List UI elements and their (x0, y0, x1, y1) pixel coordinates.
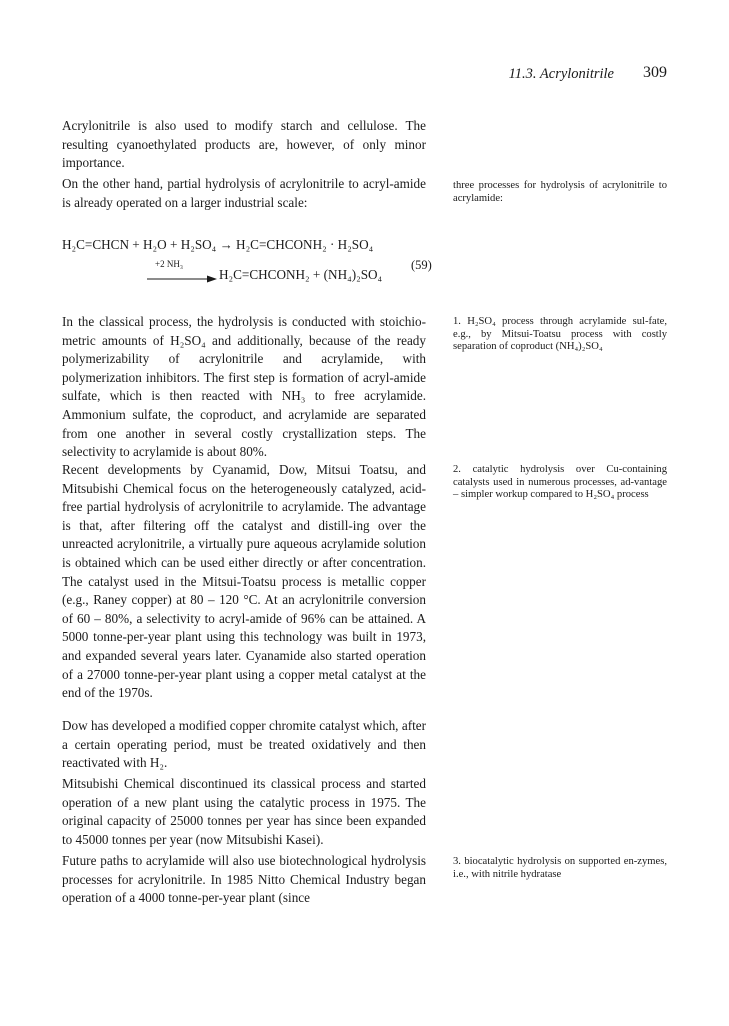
arrow-label: +2 NH₃ (155, 259, 183, 269)
margin-note-text: 1. H₂SO₄ process through acrylamide sul-fate, e.g., by Mitsui-Toatsu process with costly separation of coproduct (NH₄)₂SO₄ (453, 316, 667, 353)
page-header (0, 66, 729, 86)
paragraph-dow (62, 717, 426, 773)
paragraph-text: Dow has developed a modified copper chromite catalyst which, after a certain operating period, must be treated oxidatively and then reactivated with H₂. (62, 718, 426, 771)
margin-note-text: three processes for hydrolysis of acrylonitrile to acrylamide: (453, 180, 667, 204)
right-arrow-icon (147, 275, 217, 283)
paragraph-starch-cellulose (62, 117, 426, 173)
equation-line-2: H₂C=CHCONH₂ + (NH₄)₂SO₄ (219, 267, 383, 282)
margin-note-2 (453, 464, 667, 502)
margin-note-text: 2. catalytic hydrolysis over Cu-containing catalysts used in numerous processes, ad-vantage – simpler workup compared to H₂SO₄ process (453, 464, 667, 501)
paragraph-partial-hydrolysis (62, 175, 426, 212)
paragraph-classical-process (62, 313, 426, 462)
equation-number: (59) (411, 258, 432, 272)
paragraph-text: Recent developments by Cyanamid, Dow, Mitsui Toatsu, and Mitsubishi Chemical focus on the heterogeneously catalyzed, acid-free partial hydrolysis of acrylonitrile to acrylamide. The advantage is that, after filtering off the catalyst and distill-ing over the unreacted acrylonitrile, a virtually pure aqueous acrylamide solution is obtained which can be used either directly or after concentration. The catalyst used in the Mitsui-Toatsu process is metallic copper (e.g., Raney copper) at 80 – 120 °C. At an acrylonitrile conversion of 60 – 80%, a selectivity to acryl-amide of 96% can be attained. A 5000 tonne-per-year plant using this technology was built in 1973, and expanded several years later. Cyanamide also started operation of a 27000 tonne-per-year plant using a copper metal catalyst at the end of the 1970s. (62, 462, 426, 701)
margin-note-text: 3. biocatalytic hydrolysis on supported en-zymes, i.e., with nitrile hydratase (453, 856, 667, 880)
page-number: 309 (643, 64, 667, 81)
margin-note-1 (453, 316, 667, 354)
running-title: 11.3. Acrylonitrile (508, 66, 614, 82)
reaction-arrow (147, 261, 217, 281)
reaction-equation-59 (62, 237, 442, 297)
equation-line-1: H₂C=CHCN + H₂O + H₂SO₄ → H₂C=CHCONH₂ · H₂SO₄ (62, 237, 374, 252)
margin-note-3 (453, 856, 667, 881)
paragraph-text: On the other hand, partial hydrolysis of acrylonitrile to acryl-amide is already operated on a larger industrial scale: (62, 176, 426, 210)
margin-note-intro (453, 180, 667, 205)
paragraph-mitsubishi (62, 775, 426, 849)
paragraph-text: Acrylonitrile is also used to modify starch and cellulose. The resulting cyanoethylated products are, however, of only minor importance. (62, 118, 426, 171)
paragraph-text: Mitsubishi Chemical discontinued its classical process and started operation of a new plant using the catalytic process in 1975. The original capacity of 25000 tonnes per year has since been expanded to 45000 tonnes per year (now Mitsubishi Kasei). (62, 776, 426, 847)
paragraph-future-paths (62, 852, 426, 908)
paragraph-recent-developments (62, 461, 426, 703)
paragraph-text: Future paths to acrylamide will also use biotechnological hydrolysis processes for acrylonitrile. In 1985 Nitto Chemical Industry began operation of a 4000 tonne-per-year plant (since (62, 853, 426, 906)
paragraph-text: In the classical process, the hydrolysis is conducted with stoichio-metric amounts of H₂SO₄ and additionally, because of the ready polymerizability of acrylonitrile and acrylamide, with polymerization inhibitors. The first step is formation of acryl-amide sulfate, which is then reacted with NH₃ to free acrylamide. Ammonium sulfate, the coproduct, and acrylamide are separated from one another in several costly crystallization steps. The selectivity to acrylamide is about 80%. (62, 314, 426, 460)
